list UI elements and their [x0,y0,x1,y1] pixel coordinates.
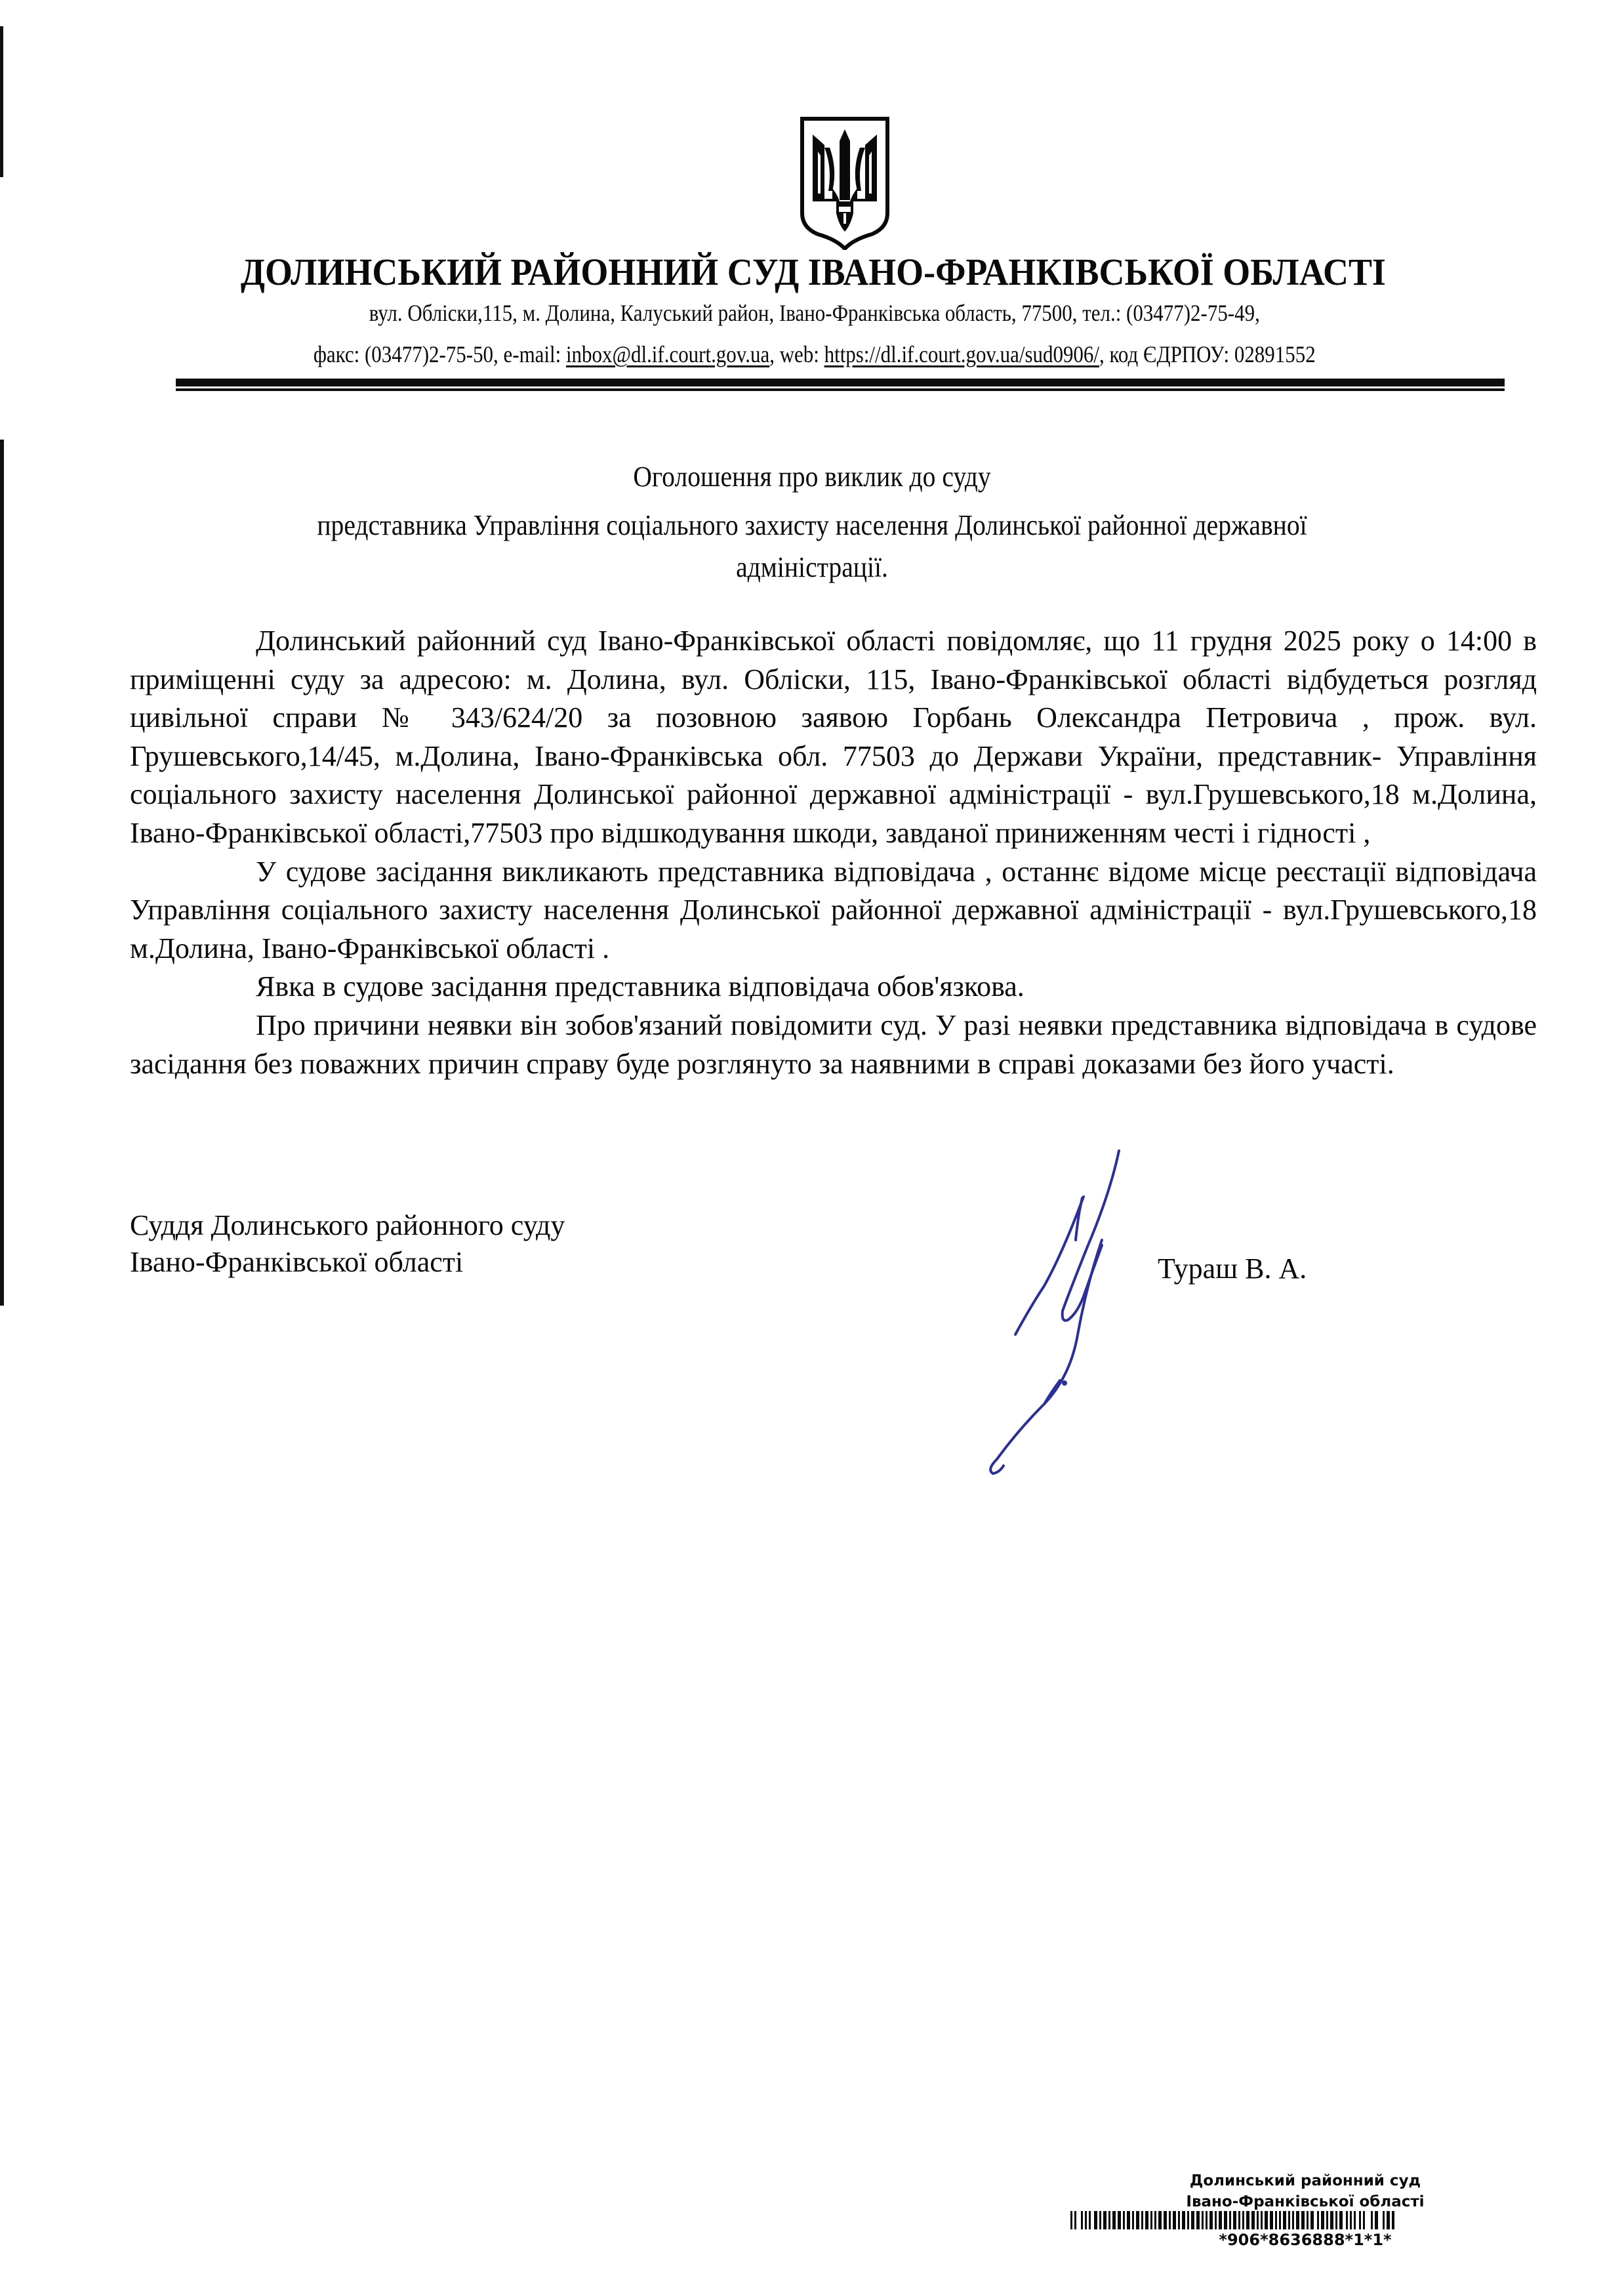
email-link[interactable]: inbox@dl.if.court.gov.ua [565,341,770,367]
notice-subtitle: представника Управління соціального захисту населення Долинської районної державної [317,509,1307,541]
fax-label: факс: (03477)2-75-50, e-mail: [313,341,566,367]
stamp-court-name: Долинський районний суд [1189,2172,1421,2189]
scan-edge-artifact [0,440,4,1306]
court-contacts [116,340,1512,369]
judge-name: Тураш В. А. [1158,1252,1307,1285]
judge-position-line2: Івано-Франківської області [130,1246,464,1278]
stamp-region: Івано-Франківської області [1186,2193,1425,2210]
judge-position-line1: Суддя Долинського районного суду [130,1209,565,1241]
paragraph-summons: У судове засідання викликають представника відповідача , останнє відоме місце реєстації відповідача Управління соціального захисту населення Долинської районної державної адміністрації - вул.Грушевського,18 м.Долина, Івано-Франківської області . [130,855,1537,964]
edrpou-code: , код ЄДРПОУ: 02891552 [1099,341,1316,367]
handwritten-signature-icon [971,1142,1397,1496]
court-name-heading: ДОЛИНСЬКИЙ РАЙОННИЙ СУД ІВАНО-ФРАНКІВСЬКОЇ ОБЛАСТІ [240,251,1386,293]
notice-subtitle-cont: адміністрації. [736,551,888,583]
judge-position [130,1207,565,1281]
paragraph-hearing-details: Долинський районний суд Івано-Франківської області повідомляє, що 11 грудня 2025 року о 14:00 в приміщенні суду за адресою: м. Долина, вул. Обліски, 115, Івано-Франківської області відбудеться розгляд цивільної справи № 343/624/20 за позовною заявою Горбань Олександра Петровича , прож. вул. Грушевського,14/45, м.Долина, Івано-Франківська обл. 77503 до Держави України, представник- Управління соціального захисту населення Долинської районної державної адміністрації - вул.Грушевського,18 м.Долина, Івано-Франківської області,77503 про відшкодування шкоди, завданої приниженням честі і гідності , [130,625,1537,849]
header-divider-thick [176,379,1505,386]
notice-body [130,622,1537,1083]
paragraph-attendance: Явка в судове засідання представника відповідача обов'язкова. [256,970,1025,1003]
barcode-number: *906*8636888*1*1* [1219,2231,1392,2249]
paragraph-absence: Про причини неявки він зобов'язаний повідомити суд. У разі неявки представника відповідача в судове засідання без поважних причин справу буде розглянуто за наявними в справі доказами без його участі. [130,1008,1537,1080]
scan-edge-artifact [0,26,3,177]
web-label: , web: [769,341,824,367]
coat-of-arms-icon [798,115,891,250]
court-address: вул. Обліски,115, м. Долина, Калуський район, Івано-Франківська область, 77500, тел.: (03477)2-75-49, [369,300,1260,326]
notice-title: Оголошення про виклик до суду [633,461,991,493]
website-link[interactable]: https://dl.if.court.gov.ua/sud0906/ [824,341,1099,367]
header-divider-thin [176,388,1505,391]
barcode-icon [1070,2211,1394,2229]
